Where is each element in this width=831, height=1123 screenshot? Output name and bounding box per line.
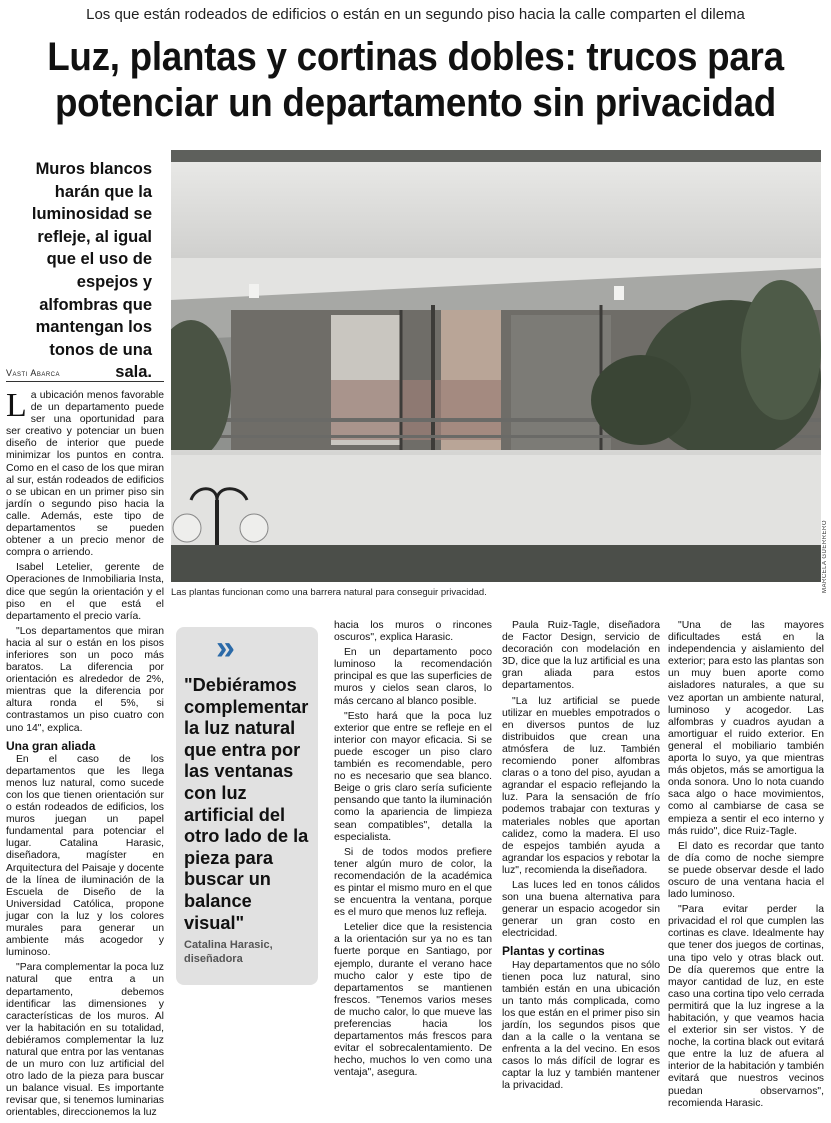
column-3: [502, 620, 660, 1096]
paragraph: "Una de las mayores dificultades está en la independencia y aislamiento del exterior; para esto las plantas son un muy buen aporte como aisladores naturales, a que su vez aportan un ambiente natural, luminoso y acogedor. Las alfombras y cuadros ayudan a amortiguar el ruido exterior. En general el mobiliario también aporta lo suyo, ya que mientras más objetos, más se amortigua la onda sonora. Uno lo nota cuando saca algo o hace movimientos, como al cambiarse de casa se empieza a sentir el eco interno y más ruido", dice Ruiz-Tagle.: [668, 620, 824, 837]
paragraph: Letelier dice que la resistencia a la orientación sur ya no es tan fuerte porque en Santiago, por ejemplo, durante el verano hace mucho calor y este tipo de departamentos se mantienen frescos. "Tenemos varios meses de mucho calor, lo que mueve las preferencias hacia los departamentos más frescos para evitar el sobrecalentamiento. De hecho, muchos lo ven como una ventaja", asegura.: [334, 922, 492, 1079]
paragraph: Hay departamentos que no sólo tienen poca luz natural, sino también están en una ubicación un tanto más complicada, como los que están en el primer piso sin jardín, los segundos pisos que dan a la calle o la ventana se enfrenta a la del vecino. En esos casos lo más difícil de lograr es captar la luz y también mantener la privacidad.: [502, 959, 660, 1092]
pull-quote-text: "Debiéramos complementar la luz natural que entra por las ventanas con luz artificial del otro lado de la pieza para buscar un balance visual": [184, 675, 309, 933]
paragraph: Si de todos modos prefiere tener algún muro de color, la recomendación de la académica es pintar el mismo muro en el que se encuentra la ventana, porque es el muro que menos luz refleja.: [334, 846, 492, 919]
paragraph: "Para complementar la poca luz natural que entra a un departamento, debemos identificar las dimensiones y características de los muros. Al ver la habitación en su totalidad, debiéramos complementar la luz natural que entra por las ventanas de un muro con luz artificial del otro lado de la pieza para buscar un balance visual. Es importante revisar que, si tenemos luminarias orientables, direccionemos la luz: [6, 962, 164, 1119]
column-1: [6, 387, 164, 1123]
paragraph: hacia los muros o rincones oscuros", explica Harasic.: [334, 620, 492, 644]
balcony-photo-illustration: [171, 150, 821, 582]
byline: Vasti Abarca: [6, 368, 61, 378]
byline-rule: [6, 381, 164, 382]
paragraph: Las luces led en tonos cálidos son una buena alternativa para generar un espacio acogedor sin generar un gran costo en electricidad.: [502, 879, 660, 940]
paragraph: En el caso de los departamentos que les llega menos luz natural, como sucede con los que tienen orientación sur o están rodeados de edificios, los muros juegan un papel fundamental para potenciar el lugar. Catalina Harasic, diseñadora, magíster en Arquitectura del Paisaje y docente de la línea de iluminación de la Escuela de Diseño de la Universidad Católica, propone jugar con la luz y los colores murales para generar un ambiente más acogedor y luminoso.: [6, 753, 164, 959]
paragraph: Paula Ruiz-Tagle, diseñadora de Factor Design, servicio de decoración con modelación en 3D, dice que la luz artificial es una gran aliada para estos departamentos.: [502, 620, 660, 692]
subheading: Plantas y cortinas: [502, 944, 605, 959]
drop-cap: L: [6, 387, 27, 424]
paragraph: "Esto hará que la poca luz exterior que entre se refleje en el interior con mayor eficacia. Si se puede escoger un piso claro también es recomendable, pero no es necesario que sea blanco. Beige o gris claro sería suficiente pensando que tanto la iluminación como la apariencia de limpieza sean compatibles", detalla la especialista.: [334, 710, 492, 843]
headline-line-2: potenciar un departamento sin privacidad: [54, 81, 777, 125]
photo-caption: Las plantas funcionan como una barrera natural para conseguir privacidad.: [171, 587, 487, 598]
paragraph: Isabel Letelier, gerente de Operaciones de Inmobiliaria Insta, dice que según la orientación y el piso en el que está el departamento el precio varía.: [6, 562, 164, 622]
headline: [33, 34, 798, 126]
kicker: Los que están rodeados de edificios o están en un segundo piso hacia la calle comparten el dilema: [86, 6, 745, 23]
deck: Muros blancos harán que la luminosidad se refleje, al igual que el uso de espejos y alfombras que mantengan los tonos de una sala.: [31, 160, 152, 382]
subheading: Una gran aliada: [6, 738, 96, 753]
article-photo: [171, 150, 821, 582]
pull-quote-author: Catalina Harasic, diseñadora: [184, 939, 273, 965]
paragraph: La ubicación menos favorable de un departamento puede ser una oportunidad para ser creativo y potenciar un buen diseño de interior que puede minimizar los puntos en contra. Como en el caso de los que miran al sur, están rodeados de edificios o se ubican en un primer piso sin jardín o segundo piso hacia la calle. Además, este tipo de departamentos se pueden obtener a un precio menor de compra o arriendo.: [6, 387, 164, 559]
photo-credit: MARCELA GUERRERO: [822, 520, 828, 594]
paragraph: "Para evitar perder la privacidad el rol que cumplen las cortinas es clave. Idealmente hay que tener dos juegos de cortinas, una tipo velo y otras black out. De día queremos que entre la mayor cantidad de luz, en este caso una cortina tipo velo cerrada permitirá que la luz ingrese a la habitación, y que veamos hacia el exterior sin ser vistos. Y de noche, la cortina black out evitará que entre la luz de afuera al interior de la habitación y también evitará que nuestros vecinos puedan observarnos", recomienda Harasic.: [668, 904, 824, 1109]
paragraph: El dato es recordar que tanto de día como de noche siempre se puede observar desde el lado oscuro de una ventana hacia el lado luminoso.: [668, 840, 824, 901]
paragraph: "Los departamentos que miran hacia al sur o están en los pisos inferiores son un poco más baratos. La diferencia por orientación es alrededor de 2%, mientras que la diferencia por altura ronda el 5%, si contrastamos un piso cuatro con uno 14", explica.: [6, 625, 164, 734]
paragraph: "La luz artificial se puede utilizar en muebles empotrados o en diversos puntos de luz distribuidos que crean una atmósfera de luz. También recomiendo poner alfombras claras o a tono del piso, ayudan a agrandar el espacio reflejando la luz. Para la sensación de frío podemos trabajar con texturas y materiales nobles que aportan calidez, como la madera. El uso de espejos también ayuda a agrandar los espacios y rebotar la luz", recomienda la diseñadora.: [502, 695, 660, 876]
chevron-quote-icon: »: [216, 629, 235, 667]
headline-line-1: Luz, plantas y cortinas dobles: trucos para: [47, 35, 784, 79]
paragraph: En un departamento poco luminoso la recomendación principal es que las superficies de muros y cielos sean claros, lo más cercano al blanco posible.: [334, 647, 492, 707]
column-4: [668, 620, 824, 1113]
pull-quote-box: [176, 627, 318, 985]
column-2: [334, 620, 492, 1082]
